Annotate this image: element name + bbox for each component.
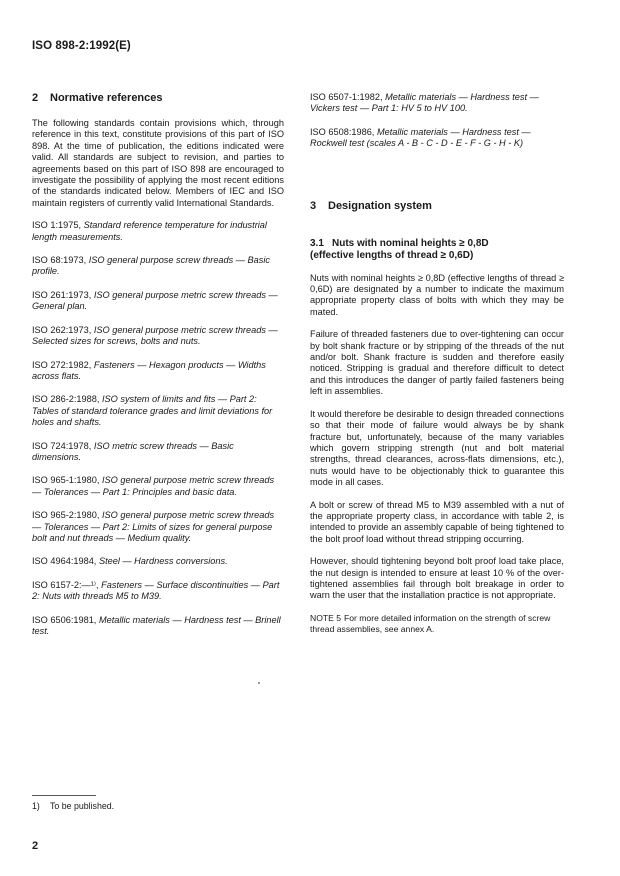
reference-title: ISO metric screw threads — Basic dimensions. <box>32 440 234 462</box>
reference-title: ISO general purpose screw threads — Basic profile. <box>32 255 271 277</box>
reference-item <box>32 615 284 638</box>
reference-title: ISO general purpose metric screw threads — Tolerances — Part 1: Principles and basic data. <box>32 475 275 497</box>
body-paragraph: Nuts with nominal heights ≥ 0,8D (effective lengths of thread ≥ 0,6D) are designated by a number to indicate the maximum appropriate property class of bolts with which they may be mated. <box>310 272 564 317</box>
note-text: For more detailed information on the strength of screw thread assemblies, see annex A. <box>310 612 551 634</box>
reference-code: ISO 272:1982, <box>32 359 92 370</box>
body-paragraph: However, should tightening beyond bolt proof load take place, the nut design is intended to ensure at least 10 % of the over-tightened assemblies fail through bolt breakage in order to warn the user that the installation practice is not appropriate. <box>310 556 564 601</box>
reference-title: Metallic materials — Hardness test — Brinell test. <box>32 614 281 636</box>
reference-list <box>32 220 284 637</box>
footnote-mark: 1) <box>32 801 40 811</box>
reference-title: ISO general purpose metric screw threads — General plan. <box>32 289 278 312</box>
subsection-title-line1: Nuts with nominal heights ≥ 0,8D <box>332 237 489 249</box>
footnote-text: To be published. <box>50 801 115 811</box>
body-paragraph: A bolt or screw of thread M5 to M39 assembled with a nut of the appropriate property class, in accordance with table 2, is intended to provide an assembly capable of being tightened to the bolt proof load without thread stripping occurring. <box>310 499 564 544</box>
reference-title: Metallic materials — Hardness test — Rockwell test (scales A - B - C - D - E - F - G - H - K) <box>310 126 531 149</box>
section-title: Normative references <box>50 92 163 104</box>
reference-item <box>32 360 284 383</box>
reference-item <box>32 475 284 498</box>
document-id: ISO 898-2:1992(E) <box>32 40 131 52</box>
right-column <box>310 92 564 635</box>
reference-list-continued <box>310 92 564 150</box>
reference-item <box>310 127 564 150</box>
reference-code: ISO 286-2:1988, <box>32 394 100 405</box>
section-number: 3 <box>310 199 317 212</box>
reference-item <box>310 92 564 115</box>
reference-code: ISO 724:1978, <box>32 440 92 451</box>
normative-intro: The following standards contain provisions which, through reference in this text, constitute provisions of this part of ISO 898. At the time of publication, the editions indicated were valid. All standards are subject to revision, and parties to agreements based on this part of ISO 898 are encouraged to investigate the possibility of applying the most recent editions of the standards indicated below. Members of IEC and ISO maintain registers of currently valid International Standards. <box>32 118 284 208</box>
body-paragraph: It would therefore be desirable to design threaded connections so that their mode of failure would always be by shank fracture but, unfortunately, because of the many variables which govern stripping strength (nut and bolt material strengths, thread clearances, across-flats dimensions, etc.), nuts would have to be objectionably thick to guarantee this mode in all cases. <box>310 408 564 488</box>
reference-code: ISO 965-2:1980, <box>32 510 100 521</box>
reference-item <box>32 556 284 567</box>
section-title: Designation system <box>328 199 432 212</box>
note-label: NOTE 5 <box>310 612 342 623</box>
reference-item <box>32 580 284 603</box>
body-paragraph: Failure of threaded fasteners due to over-tightening can occur by bolt shank fracture or by stripping of the threads of the nut and/or bolt. Shank fracture is sudden and therefore easily noticed. Stripping is gradual and therefore difficult to detect and this introduces the danger of partly failed fasteners being left in assemblies. <box>310 329 564 397</box>
reference-code: ISO 262:1973, <box>32 324 92 335</box>
reference-code: ISO 1:1975, <box>32 220 82 231</box>
footnote-divider <box>32 795 96 796</box>
note-5 <box>310 613 564 635</box>
reference-title: Steel — Hardness conversions. <box>98 556 228 567</box>
left-column <box>32 92 284 649</box>
reference-code: ISO 4964:1984, <box>32 556 97 567</box>
reference-item <box>32 510 284 544</box>
reference-item <box>32 394 284 428</box>
reference-code: ISO 6506:1981, <box>32 614 97 625</box>
reference-title: Fasteners — Surface discontinuities — Part 2: Nuts with threads M5 to M39. <box>32 579 280 602</box>
section-number: 2 <box>32 92 39 104</box>
reference-item <box>32 441 284 464</box>
reference-code: ISO 261:1973, <box>32 289 92 300</box>
reference-code: ISO 68:1973, <box>32 255 87 266</box>
reference-title: ISO system of limits and fits — Part 2: Tables of standard tolerance grades and limit deviations for holes and shafts. <box>32 394 273 428</box>
reference-item <box>32 325 284 348</box>
reference-item <box>32 220 284 243</box>
subsection-number: 3.1 <box>310 237 324 249</box>
reference-code: ISO 6157-2:—¹⁾, <box>32 579 99 590</box>
section-2-heading <box>32 92 284 104</box>
reference-item <box>32 290 284 313</box>
scan-speck <box>258 682 260 684</box>
page-number: 2 <box>32 840 39 852</box>
reference-title: ISO general purpose metric screw threads — Tolerances — Part 2: Limits of sizes for general purpose bolt and nut threads — Medium quality. <box>32 510 275 543</box>
subsection-3-1-heading <box>310 238 564 263</box>
footnote-1 <box>32 801 114 811</box>
reference-title: Metallic materials — Hardness test — Vickers test — Part 1: HV 5 to HV 100. <box>310 92 539 114</box>
reference-title: ISO general purpose metric screw threads — Selected sizes for screws, bolts and nuts. <box>32 324 278 347</box>
reference-title: Standard reference temperature for industrial length measurements. <box>32 220 267 242</box>
reference-code: ISO 6508:1986, <box>310 126 375 137</box>
reference-title: Fasteners — Hexagon products — Widths across flats. <box>32 359 266 381</box>
subsection-title-line2: (effective lengths of thread ≥ 0,6D) <box>310 250 474 262</box>
section-3-heading <box>310 200 564 212</box>
designation-paragraphs <box>310 273 564 602</box>
reference-item <box>32 255 284 278</box>
reference-code: ISO 965-1:1980, <box>32 475 100 486</box>
reference-code: ISO 6507-1:1982, <box>310 92 383 102</box>
